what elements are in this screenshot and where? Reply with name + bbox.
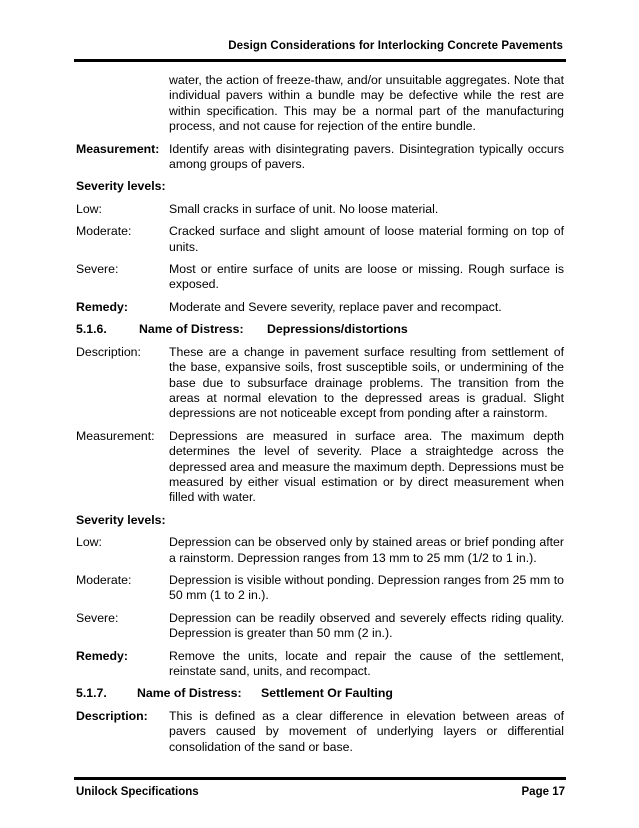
section-number: 5.1.7. [76, 686, 107, 701]
prev-severity-severe [76, 262, 564, 293]
s516-severity-severe [76, 611, 564, 642]
severity-low-text: Depression can be observed only by stained areas or brief ponding after a rainstorm. Depression ranges from 13 mm to 25 mm (1/2 to 1 in.). [169, 535, 564, 565]
remedy-text: Remove the units, locate and repair the cause of the settlement, reinstate sand, units, and recompact. [169, 648, 564, 678]
severity-moderate-text: Cracked surface and slight amount of loose material forming on top of units. [169, 224, 564, 254]
severity-severe-label: Severe: [76, 262, 119, 277]
severity-low-text: Small cracks in surface of unit. No loose material. [169, 201, 439, 216]
section-title: Settlement Or Faulting [261, 686, 393, 701]
running-header: Design Considerations for Interlocking Concrete Pavements [228, 40, 563, 52]
section-heading-5-1-6 [76, 322, 564, 337]
severity-moderate-label: Moderate: [76, 572, 132, 587]
severity-moderate-text: Depression is visible without ponding. Depression ranges from 25 mm to 50 mm (1 to 2 in.). [169, 572, 564, 603]
severity-low-label: Low: [76, 535, 102, 550]
footer-publisher: Unilock Specifications [76, 786, 199, 798]
s516-severity-moderate [76, 573, 564, 604]
severity-heading: Severity levels: [76, 179, 166, 194]
section-name-label: Name of Distress: [137, 686, 242, 701]
s516-description [76, 345, 564, 422]
description-label: Description: [76, 708, 148, 723]
severity-severe-label: Severe: [76, 610, 119, 625]
measurement-label: Measurement: [76, 428, 155, 443]
section-name-label: Name of Distress: [139, 322, 244, 337]
s516-remedy [76, 649, 564, 680]
description-text: This is defined as a clear difference in elevation between areas of pavers caused by movement of underlying layers or differential consolidation of the sand or base. [169, 708, 564, 754]
measurement-text: Identify areas with disintegrating pavers. Disintegration typically occurs among groups of pavers. [169, 141, 564, 172]
prev-severity-moderate [76, 224, 564, 255]
severity-heading: Severity levels: [76, 512, 166, 527]
page-number: Page 17 [521, 786, 565, 798]
s516-measurement [76, 429, 564, 506]
section-title: Depressions/distortions [267, 322, 408, 337]
remedy-label: Remedy: [76, 299, 128, 314]
page-body [76, 73, 564, 762]
prev-severity-low [76, 202, 564, 217]
severity-severe-text: Depression can be readily observed and severely effects riding quality. Depression is greater than 50 mm (2 in.). [169, 610, 564, 641]
remedy-text: Moderate and Severe severity, replace paver and recompact. [169, 299, 502, 314]
severity-moderate-label: Moderate: [76, 224, 132, 239]
measurement-text: Depressions are measured in surface area. The maximum depth determines the level of severity. Place a straightedge across the depressed area and measure the maximum depth. Depressions must be measured by either visual estimation or by direct measurement when filled with water. [169, 428, 564, 505]
continuation-paragraph: water, the action of freeze-thaw, and/or unsuitable aggregates. Note that individual pavers within a bundle may be defective while the rest are within specification. This may be a normal part of the manufacturing process, and not cause for rejection of the entire bundle. [169, 73, 564, 134]
description-label: Description: [76, 344, 141, 359]
description-text: These are a change in pavement surface resulting from settlement of the base, expansive soils, frost susceptible soils, or undermining of the base due to subsurface drainage problems. The transition from the areas at normal elevation to the depressed areas is gradual. Slight depressions are not noticeable except from ponding after a rainstorm. [169, 344, 564, 421]
s516-severity-low [76, 535, 564, 566]
s517-description [76, 709, 564, 755]
section-number: 5.1.6. [76, 322, 107, 337]
severity-severe-text: Most or entire surface of units are loose or missing. Rough surface is exposed. [169, 262, 564, 292]
prev-measurement [76, 142, 564, 173]
prev-remedy [76, 300, 564, 315]
section-heading-5-1-7 [76, 686, 564, 701]
header-rule [74, 59, 566, 62]
remedy-label: Remedy: [76, 648, 128, 663]
severity-low-label: Low: [76, 201, 102, 216]
measurement-label: Measurement: [76, 141, 160, 156]
footer-rule [74, 777, 566, 780]
